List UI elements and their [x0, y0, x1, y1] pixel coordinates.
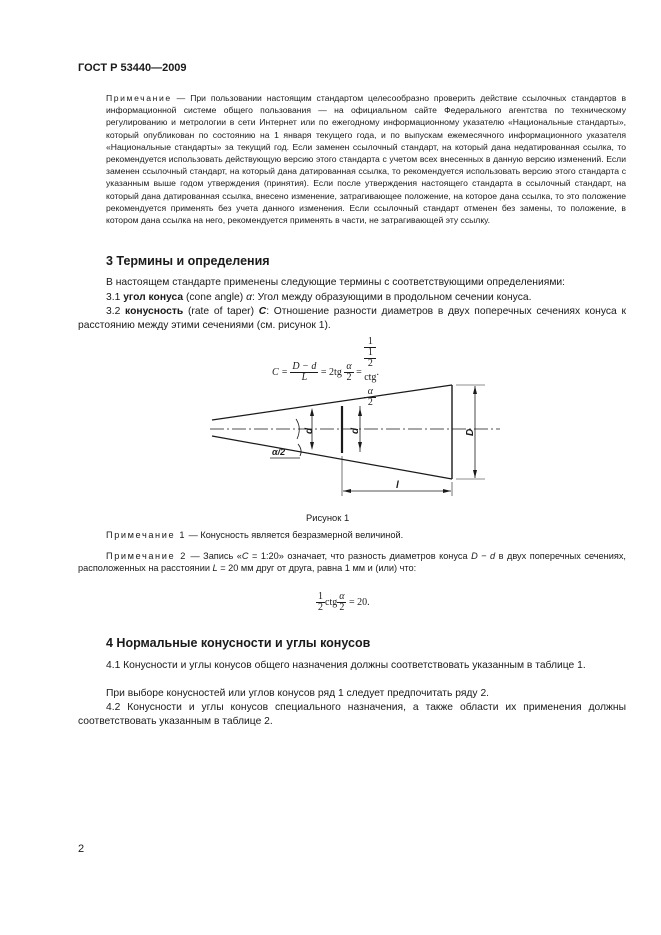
- note-1: [106, 529, 626, 541]
- note-2-label: Примечание 2: [106, 551, 187, 561]
- frac-den: 2: [339, 602, 345, 613]
- term-3-2: [78, 305, 626, 332]
- formula-example: [316, 592, 370, 613]
- term-3-1-symbol: α: [246, 292, 252, 303]
- note-2-dd: D − d: [471, 551, 496, 561]
- arrowhead: [443, 489, 451, 493]
- arrowhead: [343, 489, 351, 493]
- term-3-1-english: (cone angle): [183, 292, 247, 303]
- sub-frac-half: [364, 348, 376, 369]
- arrowhead: [473, 470, 477, 478]
- formula-eq: =: [356, 366, 362, 378]
- frac-num: α: [339, 591, 345, 602]
- formula-tg: = 2tg: [320, 366, 342, 378]
- term-3-1-definition: : Угол между образующими в продольном сечении конуса.: [251, 292, 532, 303]
- page-number: 2: [78, 843, 85, 855]
- para-4-1: 4.1 Конусности и углы конусов общего назначения должны соответствовать указанным в таблице 1.: [106, 660, 586, 671]
- ctg-text: ctg: [364, 372, 377, 383]
- section4-heading: 4 Нормальные конусности и углы конусов: [106, 636, 371, 650]
- frac-den: 2: [346, 372, 352, 383]
- arrowhead: [358, 408, 362, 416]
- para-4-2: 4.2 Конусности и углы конусов специального назначения, а также области их применения должны соответствовать указанным в таблице 2.: [78, 702, 626, 727]
- formula-rhs: = 20.: [348, 596, 370, 608]
- label-D: D: [465, 428, 476, 436]
- note-2-text-3: в двух поперечных сечениях, расположенных на расстоянии: [78, 551, 626, 574]
- note-2-text-4: = 20 мм друг от друга, равна 1 мм и (или) что:: [217, 563, 417, 574]
- arrowhead: [310, 408, 314, 416]
- para-4-1-b: При выборе конусностей или углов конусов ряд 1 следует предпочитать ряду 2.: [106, 688, 490, 699]
- note-1-label: Примечание 1: [106, 530, 187, 540]
- cone-diagram: [200, 372, 510, 502]
- note-label: Примечание: [106, 93, 172, 103]
- note-2-L: L: [212, 563, 218, 574]
- frac-num: 1: [318, 591, 323, 602]
- angle-arc-lower: [298, 444, 301, 456]
- note-1-text: — Конусность является безразмерной величиной.: [186, 530, 404, 540]
- label-alpha-half: α/2: [272, 447, 286, 457]
- fraction-alpha: [337, 592, 346, 613]
- label-l: l: [396, 480, 399, 491]
- formula-end: .: [376, 366, 379, 378]
- term-3-2-symbol: C: [258, 306, 267, 317]
- label-d-left: d: [304, 427, 315, 434]
- section3-heading: 3 Термины и определения: [106, 254, 270, 268]
- term-3-1-name: угол конуса: [123, 292, 184, 303]
- figure-caption: Рисунок 1: [306, 512, 350, 523]
- note-body: стандартов в информационной системе общего пользования — на официальном сайте Федерального агентства по техническому регулированию и метрологии в сети Интернет или по ежегодному информационному указателю «Национальные стандарты», который опубликован по состоянию на 1 января текущего года, и по выпускам ежемесячного информационного указателя «Национальные стандарты» за текущий год. Если заменен ссылочный стандарт, на который дана недатированная ссылка, то рекомендуется использовать действующую версию этого стандарта с учетом всех внесенных в данную версию изменений. Если заменен ссылочный стандарт, на который дана датированная ссылка, то рекомендуется использовать версию этого стандарта с указанным выше годом утверждения (принятия). Если после утверждения настоящего стандарта в ссылочный стандарт, на который дана датированная ссылка, внесено изменение, затрагивающее положение, на которое дана ссылка, то это положение рекомендуется применять без учета данного изменения. Если ссылочный стандарт отменен без замены, то положение, в котором дана ссылка на него, рекомендуется применять в части, не затрагивающей эту ссылку.: [106, 93, 627, 226]
- arrowhead: [473, 386, 477, 394]
- term-3-2-definition: : Отношение разности диаметров в двух поперечных сечениях конуса к расстоянию между этими сечениями (см. рисунок 1).: [78, 306, 626, 331]
- frac-num: α: [346, 361, 352, 372]
- arrowhead: [310, 442, 314, 450]
- document-header: ГОСТ Р 53440—2009: [78, 62, 187, 74]
- term-3-1: [106, 291, 626, 305]
- frac-den: 2: [367, 358, 373, 369]
- note-2-text-1: — Запись «: [186, 551, 242, 561]
- frac-den: L: [301, 372, 308, 383]
- note-2-text-2: = 1:20» означает, что разность диаметров конуса: [248, 551, 472, 561]
- arrowhead: [358, 442, 362, 450]
- frac-num: 1: [364, 337, 376, 348]
- cone-upper-generatrix: [212, 385, 452, 420]
- formula-lhs: C =: [272, 366, 288, 378]
- cone-lower-generatrix: [212, 436, 452, 479]
- frac-num: 1: [364, 348, 376, 359]
- frac-num: α: [364, 387, 376, 398]
- frac-num: D − d: [292, 361, 317, 372]
- frac-den: 2: [318, 602, 323, 613]
- ctg-text: ctg: [325, 596, 338, 608]
- term-3-2-number: 3.2: [106, 306, 121, 317]
- term-3-2-name: конусность: [125, 306, 184, 317]
- term-3-1-number: 3.1: [106, 292, 121, 303]
- note-line1: — При пользовании настоящим стандартом целесообразно проверить действие ссылочных: [171, 93, 567, 103]
- intro-note: [106, 92, 626, 226]
- term-3-2-english: (rate of taper): [183, 306, 259, 317]
- label-d-right: d: [350, 427, 361, 434]
- fraction-half: [316, 592, 325, 613]
- frac-den: 2: [367, 397, 373, 408]
- section3-intro: В настоящем стандарте применены следующие термины с соответствующими определениями:: [106, 277, 566, 288]
- note-2-c: C: [241, 551, 249, 561]
- note-2: [78, 550, 626, 574]
